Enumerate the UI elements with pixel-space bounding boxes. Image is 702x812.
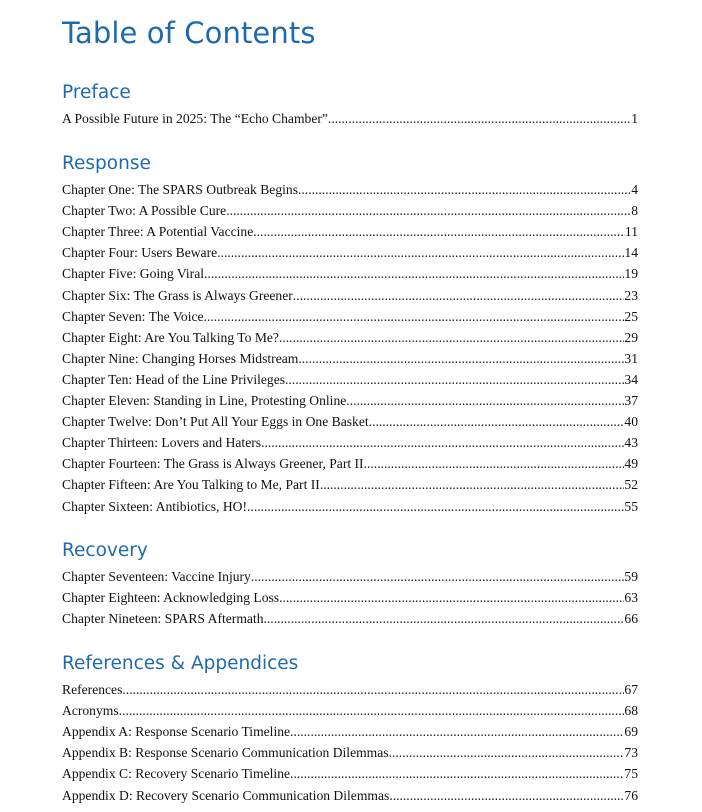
toc-entry-page-number: 19 — [624, 266, 638, 282]
toc-entry-page-number: 14 — [624, 245, 638, 261]
toc-entry[interactable] — [62, 456, 638, 476]
section-heading-response: Response — [62, 153, 151, 174]
toc-entry-label: Appendix D: Recovery Scenario Communication Dilemmas — [62, 787, 390, 803]
toc-entry[interactable] — [62, 682, 638, 702]
toc-entry[interactable] — [62, 499, 638, 519]
toc-entry-label: Appendix B: Response Scenario Communication Dilemmas — [62, 745, 389, 761]
toc-entry[interactable] — [62, 477, 638, 497]
dot-leader — [119, 703, 625, 719]
toc-entry-label: Appendix A: Response Scenario Timeline — [62, 724, 291, 740]
toc-entry-label: Chapter Six: The Grass is Always Greener — [62, 287, 293, 303]
toc-entry-label: Chapter Fourteen: The Grass is Always Greener, Part II — [62, 456, 364, 472]
toc-entry-label: Chapter Four: Users Beware — [62, 245, 218, 261]
toc-entry[interactable] — [62, 309, 638, 329]
dot-leader — [253, 224, 625, 240]
toc-entry-page-number: 11 — [624, 224, 638, 240]
toc-entry-label: Chapter Fifteen: Are You Talking to Me, Part II — [62, 477, 320, 493]
dot-leader — [285, 372, 624, 388]
toc-entry-label: Chapter Three: A Potential Vaccine — [62, 224, 254, 240]
toc-entry-page-number: 43 — [624, 435, 638, 451]
dot-leader — [364, 456, 625, 472]
toc-entry-page-number: 66 — [624, 611, 638, 627]
dot-leader — [320, 477, 625, 493]
toc-entry-page-number: 49 — [624, 456, 638, 472]
toc-entry[interactable] — [62, 372, 638, 392]
toc-entry-label: A Possible Future in 2025: The “Echo Chamber” — [62, 111, 328, 126]
dot-leader — [261, 435, 624, 451]
toc-entry[interactable] — [62, 703, 638, 723]
dot-leader — [369, 414, 625, 430]
toc-entry-label: Chapter Nineteen: SPARS Aftermath — [62, 611, 264, 627]
dot-leader — [328, 111, 631, 127]
toc-entry-page-number: 52 — [624, 477, 638, 493]
toc-entry-page-number: 8 — [631, 203, 638, 219]
toc-entry[interactable] — [62, 330, 638, 350]
dot-leader — [204, 266, 624, 282]
dot-leader — [290, 724, 624, 740]
toc-entry-page-number: 75 — [624, 766, 638, 782]
toc-entry[interactable] — [62, 111, 638, 131]
toc-entry[interactable] — [62, 611, 638, 631]
toc-entry-label: Chapter Twelve: Don’t Put All Your Eggs in One Basket — [62, 414, 369, 430]
toc-entry-page-number: 29 — [624, 329, 638, 345]
toc-entry[interactable] — [62, 569, 638, 589]
toc-entry[interactable] — [62, 393, 638, 413]
dot-leader — [279, 590, 624, 606]
dot-leader — [217, 245, 624, 261]
toc-entry[interactable] — [62, 745, 638, 765]
toc-entry-label: Chapter Five: Going Viral — [62, 266, 205, 282]
section-heading-preface: Preface — [62, 82, 131, 103]
toc-entry-page-number: 55 — [624, 498, 638, 514]
section-heading-references-appendices: References & Appendices — [62, 653, 299, 674]
toc-entry-page-number: 37 — [624, 393, 638, 408]
dot-leader — [346, 393, 624, 409]
toc-entry-label: Chapter Eighteen: Acknowledging Loss — [62, 590, 280, 606]
toc-entry-page-number: 73 — [624, 745, 638, 761]
toc-entry-page-number: 76 — [624, 787, 638, 803]
toc-entry-label: Chapter Thirteen: Lovers and Haters — [62, 435, 262, 451]
toc-entry[interactable] — [62, 590, 638, 610]
toc-entry-label: Chapter Ten: Head of the Line Privileges — [62, 371, 286, 387]
toc-entry-label: Chapter Seventeen: Vaccine Injury — [62, 569, 251, 584]
toc-entry[interactable] — [62, 203, 638, 223]
toc-entry[interactable] — [62, 266, 638, 286]
toc-entry-page-number: 63 — [624, 590, 638, 606]
dot-leader — [204, 309, 625, 325]
toc-entry-page-number: 34 — [624, 371, 638, 387]
dot-leader — [389, 745, 625, 761]
toc-entry-label: Chapter Sixteen: Antibiotics, HO! — [62, 498, 248, 514]
dot-leader — [290, 766, 624, 782]
toc-entry-page-number: 31 — [624, 350, 638, 366]
toc-entry[interactable] — [62, 435, 638, 455]
dot-leader — [251, 569, 625, 585]
toc-entry-label: Appendix C: Recovery Scenario Timeline — [62, 766, 291, 782]
toc-entry-label: Chapter Two: A Possible Cure — [62, 203, 227, 219]
toc-entry-page-number: 59 — [624, 569, 638, 584]
toc-entry[interactable] — [62, 288, 638, 308]
toc-entry[interactable] — [62, 766, 638, 786]
toc-entry[interactable] — [62, 788, 638, 808]
toc-entry-label: References — [62, 682, 123, 697]
toc-entry-page-number: 68 — [624, 703, 638, 719]
page-title: Table of Contents — [62, 16, 316, 50]
dot-leader — [226, 203, 631, 219]
dot-leader — [264, 611, 625, 627]
toc-entry[interactable] — [62, 224, 638, 244]
dot-leader — [279, 330, 624, 346]
toc-entry-page-number: 23 — [624, 287, 638, 303]
dot-leader — [298, 182, 631, 198]
toc-entry-label: Chapter Seven: The Voice — [62, 308, 204, 324]
toc-entry[interactable] — [62, 245, 638, 265]
toc-entry[interactable] — [62, 414, 638, 434]
toc-entry-label: Acronyms — [62, 703, 119, 719]
toc-entry[interactable] — [62, 182, 638, 202]
dot-leader — [122, 682, 624, 698]
toc-entry-page-number: 40 — [624, 414, 638, 430]
toc-entry[interactable] — [62, 351, 638, 371]
dot-leader — [389, 788, 624, 804]
toc-entry-label: Chapter Nine: Changing Horses Midstream — [62, 350, 299, 366]
toc-entry-page-number: 4 — [631, 182, 638, 197]
toc-entry-page-number: 67 — [624, 682, 638, 697]
toc-entry-page-number: 1 — [631, 111, 638, 126]
toc-entry[interactable] — [62, 724, 638, 744]
toc-entry-page-number: 69 — [624, 724, 638, 740]
toc-entry-label: Chapter Eleven: Standing in Line, Protesting Online — [62, 393, 347, 408]
dot-leader — [247, 499, 624, 515]
dot-leader — [293, 288, 625, 304]
toc-entry-label: Chapter One: The SPARS Outbreak Begins — [62, 182, 298, 197]
section-heading-recovery: Recovery — [62, 540, 148, 561]
dot-leader — [298, 351, 624, 367]
toc-entry-label: Chapter Eight: Are You Talking To Me? — [62, 329, 279, 345]
toc-entry-page-number: 25 — [624, 308, 638, 324]
